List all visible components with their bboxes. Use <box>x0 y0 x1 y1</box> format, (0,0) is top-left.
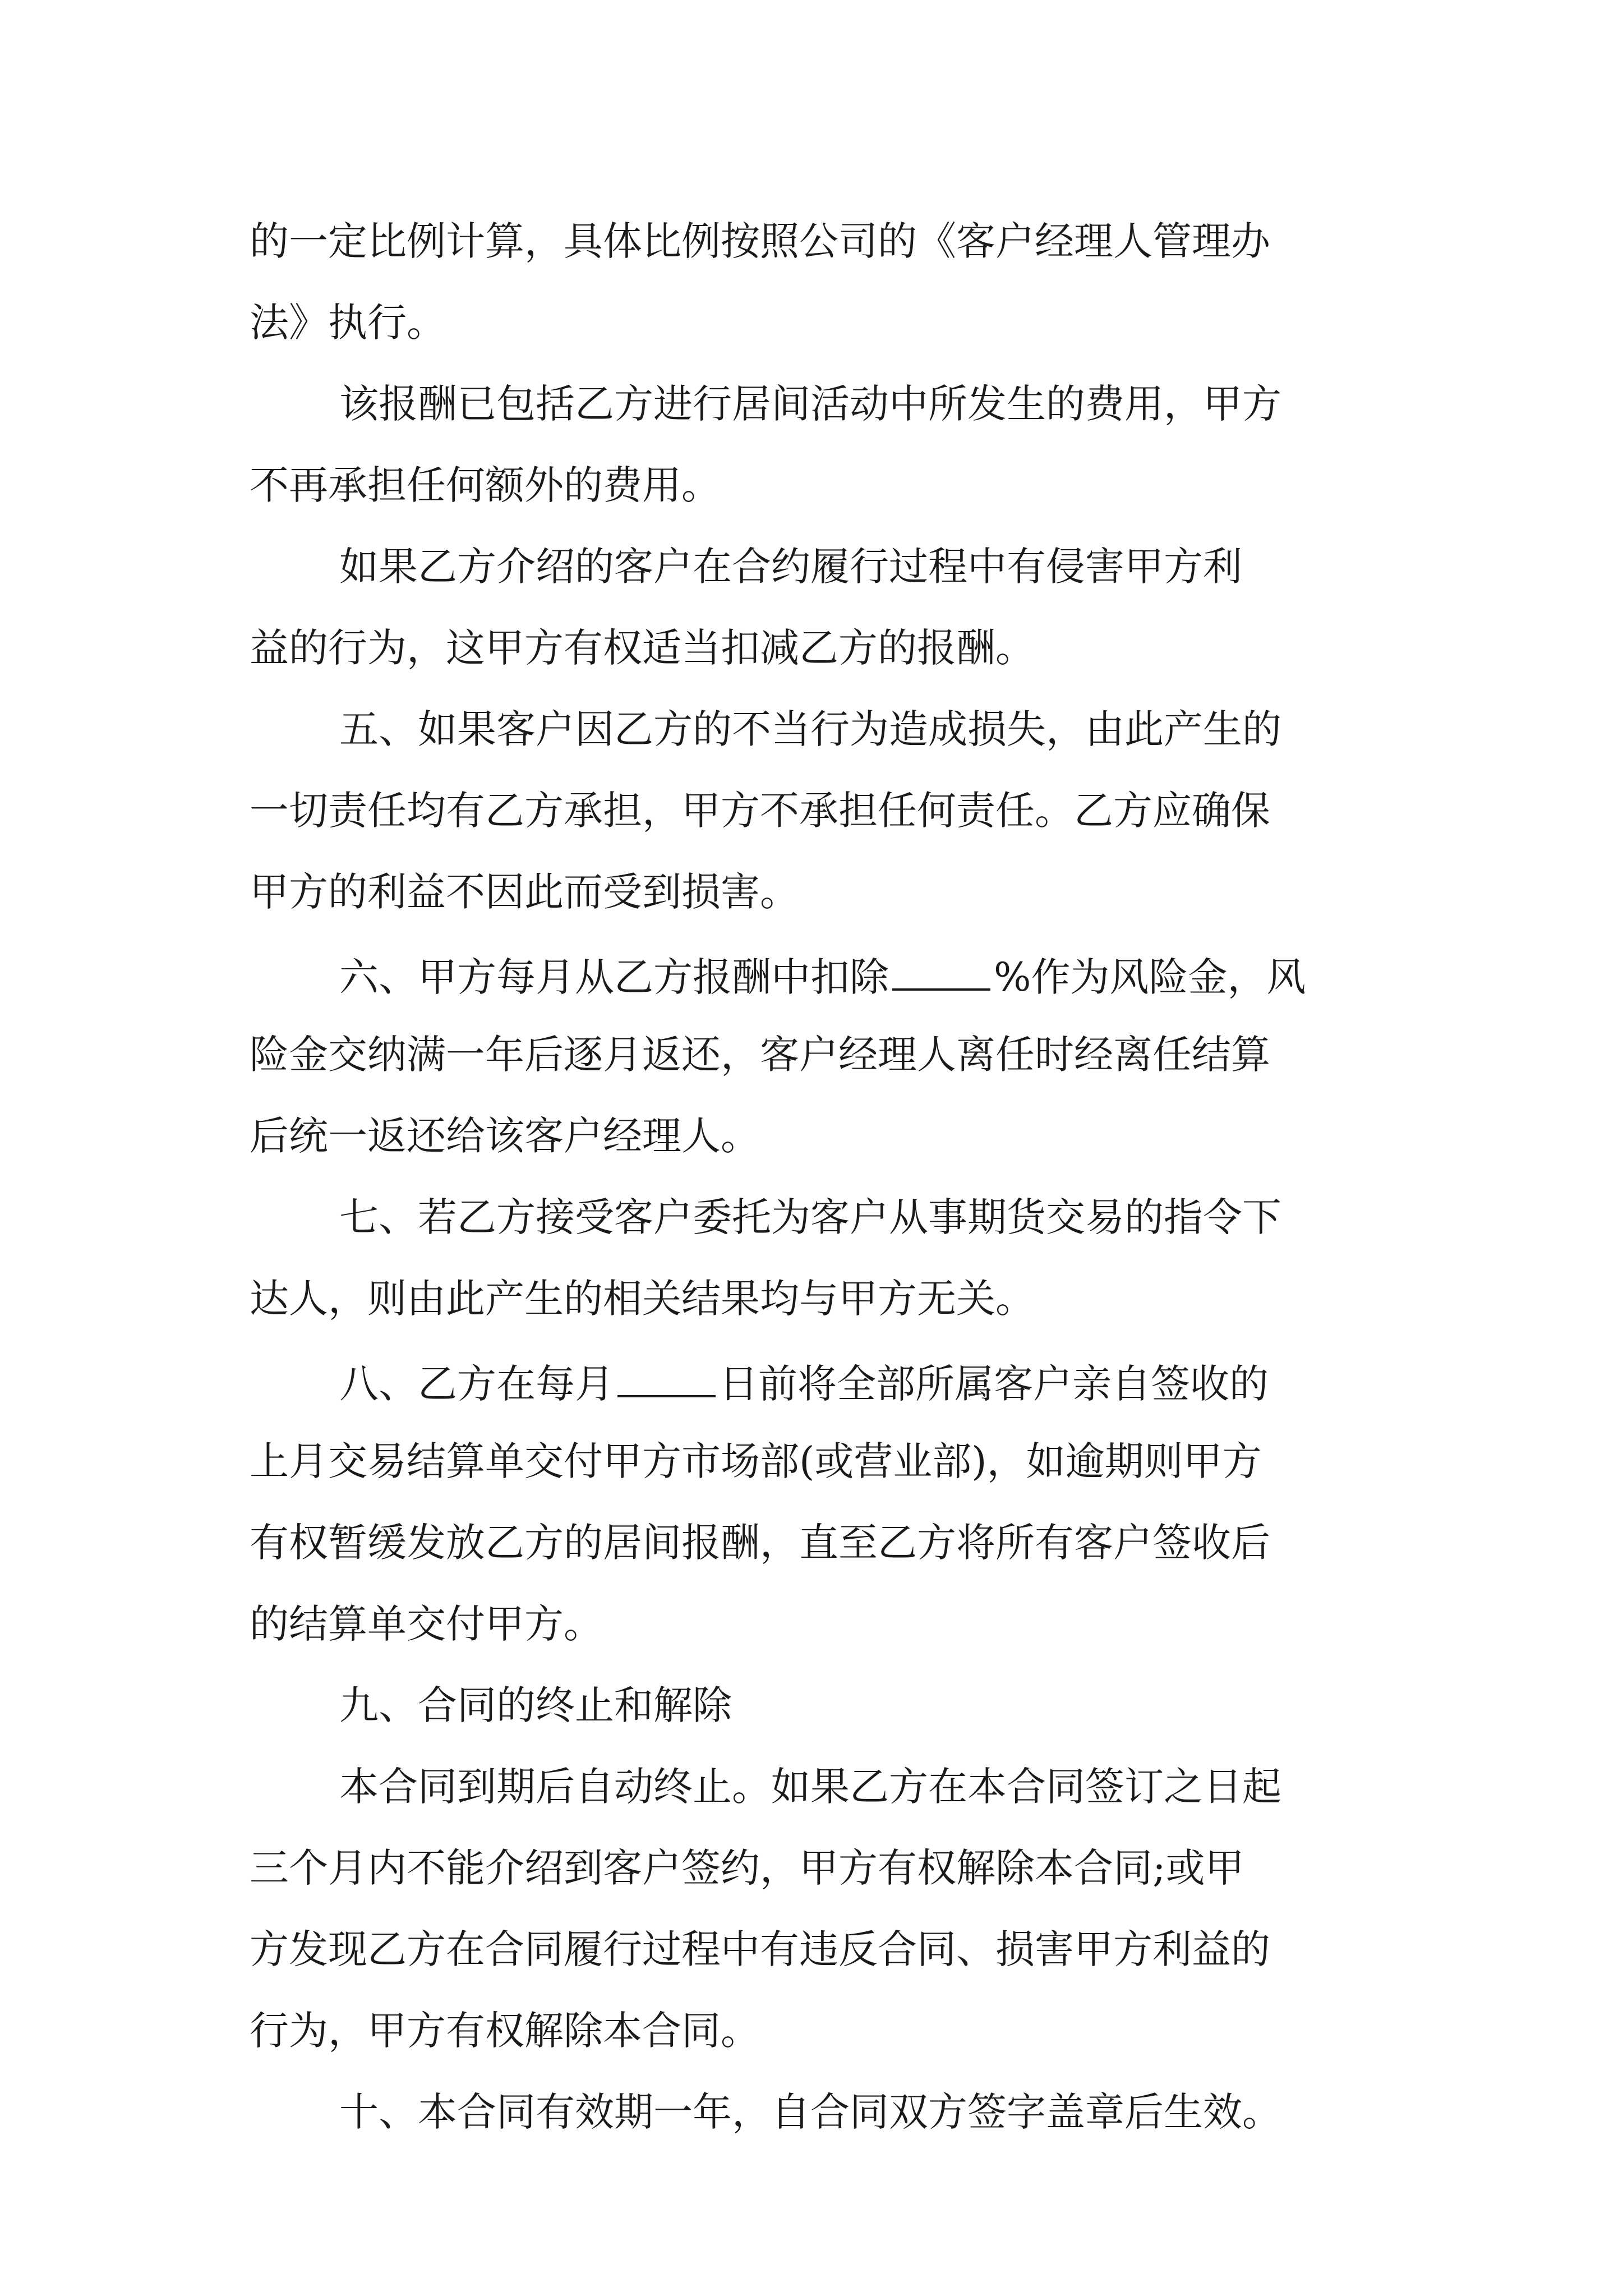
text-line: 该报酬已包括乙方进行居间活动中所发生的费用，甲方 <box>339 381 1281 427</box>
text-line: 后统一返还给该客户经理人。 <box>250 1113 760 1159</box>
text-line: 法》执行。 <box>250 300 446 346</box>
fill-in-blank <box>892 954 990 991</box>
text-line-with-blank <box>339 954 1306 1000</box>
text-line: 的一定比例计算，具体比例按照公司的《客户经理人管理办 <box>250 218 1270 264</box>
text-line-with-blank <box>339 1360 1269 1407</box>
text-segment: %作为风险金，风 <box>994 954 1306 1000</box>
text-line: 一切责任均有乙方承担，甲方不承担任何责任。乙方应确保 <box>250 788 1270 834</box>
text-line: 方发现乙方在合同履行过程中有违反合同、损害甲方利益的 <box>250 1926 1270 1972</box>
text-line: 如果乙方介绍的客户在合约履行过程中有侵害甲方利 <box>339 544 1242 590</box>
text-line: 本合同到期后自动终止。如果乙方在本合同签订之日起 <box>339 1764 1281 1810</box>
text-line: 益的行为，这甲方有权适当扣减乙方的报酬。 <box>250 625 1035 671</box>
section-heading: 九、合同的终止和解除 <box>339 1682 732 1728</box>
text-line: 甲方的利益不因此而受到损害。 <box>250 869 799 915</box>
text-line: 七、若乙方接受客户委托为客户从事期货交易的指令下 <box>339 1194 1281 1240</box>
text-line: 十、本合同有效期一年，自合同双方签字盖章后生效。 <box>339 2089 1281 2135</box>
text-line: 达人，则由此产生的相关结果均与甲方无关。 <box>250 1276 1035 1322</box>
text-line: 的结算单交付甲方。 <box>250 1601 603 1647</box>
text-line: 上月交易结算单交付甲方市场部(或营业部)，如逾期则甲方 <box>250 1438 1262 1484</box>
text-segment: 六、甲方每月从乙方报酬中扣除 <box>339 954 889 1000</box>
text-line: 三个月内不能介绍到客户签约，甲方有权解除本合同;或甲 <box>250 1845 1244 1891</box>
text-line: 五、如果客户因乙方的不当行为造成损失，由此产生的 <box>339 706 1281 752</box>
text-segment: 八、乙方在每月 <box>339 1361 614 1407</box>
text-segment: 日前将全部所属客户亲自签收的 <box>719 1361 1269 1407</box>
text-line: 险金交纳满一年后逐月返还，客户经理人离任时经离任结算 <box>250 1032 1270 1078</box>
fill-in-blank <box>617 1360 716 1397</box>
text-line: 有权暂缓发放乙方的居间报酬，直至乙方将所有客户签收后 <box>250 1520 1270 1566</box>
text-line: 行为，甲方有权解除本合同。 <box>250 2008 760 2054</box>
text-line: 不再承担任何额外的费用。 <box>250 462 721 508</box>
